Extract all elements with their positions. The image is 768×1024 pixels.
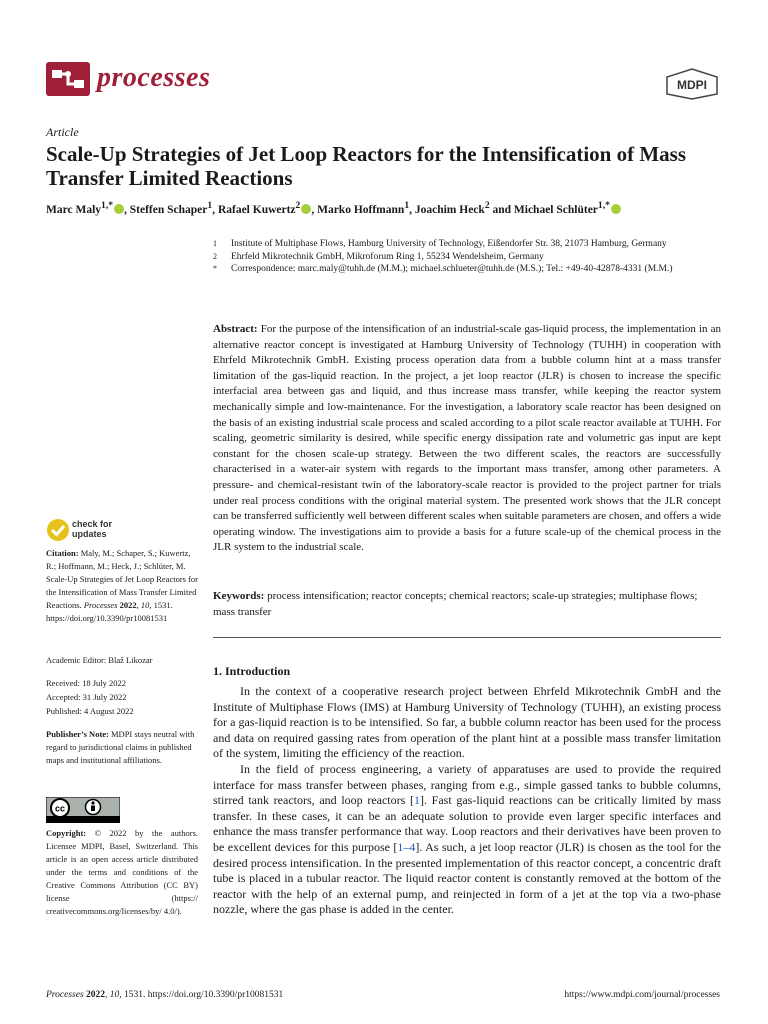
paragraph: In the context of a cooperative research project between Ehrfeld Mikrotechnik GmbH and the Institute of Multiphase Flows (IMS) at Hamburg University of Technology (TUHH), an existing process for a gas-liquid reaction is to be intensified. So far, a bubble column reactor has been used for the process and data on required gassing rates from operation of the plant hint at a possible mass transfer limitation of the system, limiting the efficiency of the reaction. (213, 684, 721, 761)
author-list: Marc Maly$^{1,*}$ , Steffen Schaper$^1$, Rafael Kuwertz$^2$ , Marko Hoffmann$^1$, Joachim Heck$^2$ and Michael Schlüter$^{1,*}$ (46, 200, 746, 216)
cc-by-license-icon[interactable] (46, 797, 120, 823)
reference-link[interactable]: 1–4 (397, 839, 416, 854)
orcid-icon[interactable] (611, 204, 621, 214)
received-date: Received: 18 July 2022 (46, 678, 127, 688)
paragraph: In the field of process engineering, a variety of apparatuses are used to provide the required interface for mass transfer between phases, ranging from e.g., simple gassed tanks to bubble columns, stirred tank reactors, and loop reactors [1]. Fast gas-liquid reactions can be critically limited by mass transfer. In these cases, it can be an adequate solution to provide even larger specific interfaces and enhance the mass transfer performance that way. Loop reactors and their derivatives have been proven to be excellent devices for this purpose [1–4]. As such, a jet loop reactor (JLR) is chosen as the tool for the desired process intensification. In the presented implementation of this reactor concept, a concentric draft tube is placed in a tubular reactor. The liquid reactor content is constantly removed at the bottom of the reactor with the help of an external pump, and reinjected in form of a jet at the top via a two-phase nozzle, where the gas phase is added in the center. (213, 761, 721, 917)
abstract: Abstract: For the purpose of the intensification of an industrial-scale gas-liquid process, the implementation in an alternative reactor concept is investigated at Hamburg University of Technology (TUHH) in cooperation with Ehrfeld Mikrotechnik GmbH. Existing process operation data from a bubble column hint at a mass transfer limitation of the gas-liquid reaction. In the project, a jet loop reactor (JLR) is chosen to increase the specific interfacial area between gas and liquid, and thus increase mass transfer, while keeping the reactor system mechanically simple and low-maintenance. For the investigation, a laboratory scale reactor has been designed on the basis of an existing industrial scale process and scaled according to a pilot scale reactor available at TUHH. For scaling, geometric similarity is desired, while specific energy dissipation rate and volumetric gas input are kept constant for the chosen scale-up strategy. Between the two different scales, the reactors are successfully characterised in a water-air system with regards to the important mass transfer, among other parameters. A pressure- and chemical-resistant twin of the laboratory-scale reactor is provided to the project partner for trials under real process conditions with the original material system. The presented work shows that the JLR concept can be transferred sufficiently well between different scales when suitable parameters are chosen, and offers a wide operating window. The investigations aim to provide a basis for a future scale-up of the chemical process in the JLR system to the industrial scale. (213, 323, 722, 554)
author-name: Joachim Heck (414, 203, 485, 216)
copyright: Copyright: © 2022 by the authors. Licensee MDPI, Basel, Switzerland. This article is an open access article distributed under the terms and conditions of the Creative Commons Attribution (CC BY) license (https:// creativecommons.org/licenses/by/ 4.0/). (46, 828, 199, 916)
affiliations: 1 Institute of Multiphase Flows, Hamburg University of Technology, Eißendorfer Str. 38, 21073 Hamburg, Germany 2 Ehrfeld Mikrotechnik GmbH, Mikroforum Ring 1, 55234 Wendelsheim, Germany * Correspondence: marc.maly@tuhh.de (M.M.); michael.schlueter@tuhh.de (M.S.); Tel.: +49-40-42878-4331 (M.M.) (213, 239, 673, 274)
author-name: Michael Schlüter (513, 203, 598, 216)
footer-journal-url[interactable]: https://www.mdpi.com/journal/processes (564, 990, 720, 1000)
orcid-icon[interactable] (301, 204, 311, 214)
accepted-date: Accepted: 31 July 2022 (46, 692, 127, 702)
author-name: Rafael Kuwertz (217, 203, 296, 216)
journal-name: processes (97, 62, 211, 93)
reference-link[interactable]: 1 (413, 793, 420, 808)
check-updates-icon (46, 518, 70, 542)
affiliation: Institute of Multiphase Flows, Hamburg University of Technology, Eißendorfer Str. 38, 21073 Hamburg, Germany (231, 239, 667, 249)
academic-editor: Academic Editor: Blaž Likozar (46, 655, 153, 665)
citation-doi[interactable]: https://doi.org/10.3390/pr10081531 (46, 613, 168, 623)
divider (213, 637, 721, 638)
introduction-body (213, 684, 721, 918)
svg-text:MDPI: MDPI (677, 78, 707, 92)
correspondence: Correspondence: marc.maly@tuhh.de (M.M.); michael.schlueter@tuhh.de (M.S.); Tel.: +49-40-42878-4331 (M.M.) (231, 264, 673, 274)
publisher-logo (664, 68, 720, 100)
keywords: Keywords: process intensification; reactor concepts; chemical reactors; scale-up strategies; multiphase flows; mass transfer (213, 590, 698, 618)
publisher-note: Publisher’s Note: MDPI stays neutral with regard to jurisdictional claims in published maps and institutional affiliations. (46, 729, 195, 765)
article-title: Scale-Up Strategies of Jet Loop Reactors for the Intensification of Mass Transfer Limited Reactions (46, 142, 687, 190)
affiliation: Ehrfeld Mikrotechnik GmbH, Mikroforum Ring 1, 55234 Wendelsheim, Germany (231, 251, 544, 262)
journal-logo-icon (46, 62, 90, 96)
svg-text:cc: cc (54, 803, 66, 814)
published-date: Published: 4 August 2022 (46, 706, 134, 716)
section-heading: 1. Introduction (213, 664, 291, 678)
citation: Citation: Maly, M.; Schaper, S.; Kuwertz, R.; Hoffmann, M.; Heck, J.; Schlüter, M. Scale-Up Strategies of Jet Loop Reactors for the Intensification of Mass Transfer Limited Reactions. Processes 2022, 10, 1531. https://doi.org/10.3390/pr10081531 (46, 548, 199, 623)
author-name: Marko Hoffmann (317, 203, 405, 216)
author-name: Marc Maly (46, 203, 102, 216)
article-type: Article (46, 125, 79, 139)
check-for-updates-badge[interactable]: check for updates (46, 516, 176, 546)
orcid-icon[interactable] (114, 204, 124, 214)
footer-citation: Processes 2022, 10, 1531. https://doi.org/10.3390/pr10081531 (46, 990, 284, 1000)
author-name: Steffen Schaper (129, 203, 208, 216)
